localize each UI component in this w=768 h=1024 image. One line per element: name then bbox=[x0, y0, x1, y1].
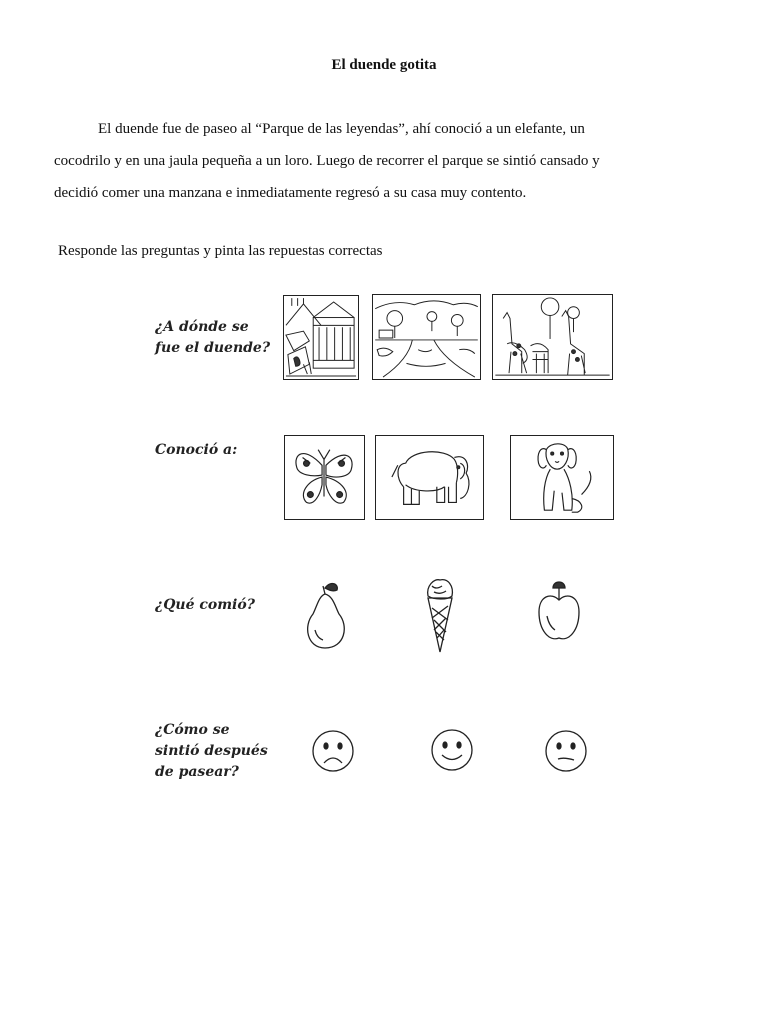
elephant-picture[interactable] bbox=[375, 435, 484, 520]
butterfly-picture[interactable] bbox=[284, 435, 365, 520]
story-paragraph bbox=[54, 113, 714, 209]
road-landscape-picture[interactable] bbox=[372, 294, 481, 380]
question-line: fue el duende? bbox=[155, 340, 271, 356]
question-line: ¿Cómo se bbox=[155, 722, 230, 738]
neutral-face-icon[interactable] bbox=[544, 729, 588, 773]
question-line: Conoció a: bbox=[155, 442, 238, 458]
story-line: cocodrilo y en una jaula pequeña a un loro. Luego de recorrer el parque se sintió cansado y bbox=[54, 153, 600, 169]
zoo-giraffes-picture[interactable] bbox=[492, 294, 613, 380]
document-title: El duende gotita bbox=[331, 57, 437, 73]
happy-face-icon[interactable] bbox=[430, 728, 474, 772]
question-met bbox=[155, 440, 285, 461]
instruction-text: Responde las preguntas y pinta las repuestas correctas bbox=[58, 243, 383, 259]
ice-cream-cone-picture[interactable] bbox=[422, 576, 458, 656]
apple-picture[interactable] bbox=[535, 578, 583, 646]
question-line: sintió después bbox=[155, 743, 268, 759]
house-picture[interactable] bbox=[283, 295, 359, 380]
question-line: ¿Qué comió? bbox=[155, 597, 255, 613]
question-where bbox=[155, 317, 285, 359]
question-line: de pasear? bbox=[155, 764, 239, 780]
question-ate bbox=[155, 595, 285, 616]
question-feel bbox=[155, 720, 285, 783]
question-line: ¿A dónde se bbox=[155, 319, 249, 335]
story-line: decidió comer una manzana e inmediatamente regresó a su casa muy contento. bbox=[54, 185, 527, 201]
pear-picture[interactable] bbox=[301, 580, 351, 652]
story-line: El duende fue de paseo al “Parque de las leyendas”, ahí conoció a un elefante, un bbox=[98, 121, 585, 137]
dog-picture[interactable] bbox=[510, 435, 614, 520]
sad-face-icon[interactable] bbox=[311, 729, 355, 773]
